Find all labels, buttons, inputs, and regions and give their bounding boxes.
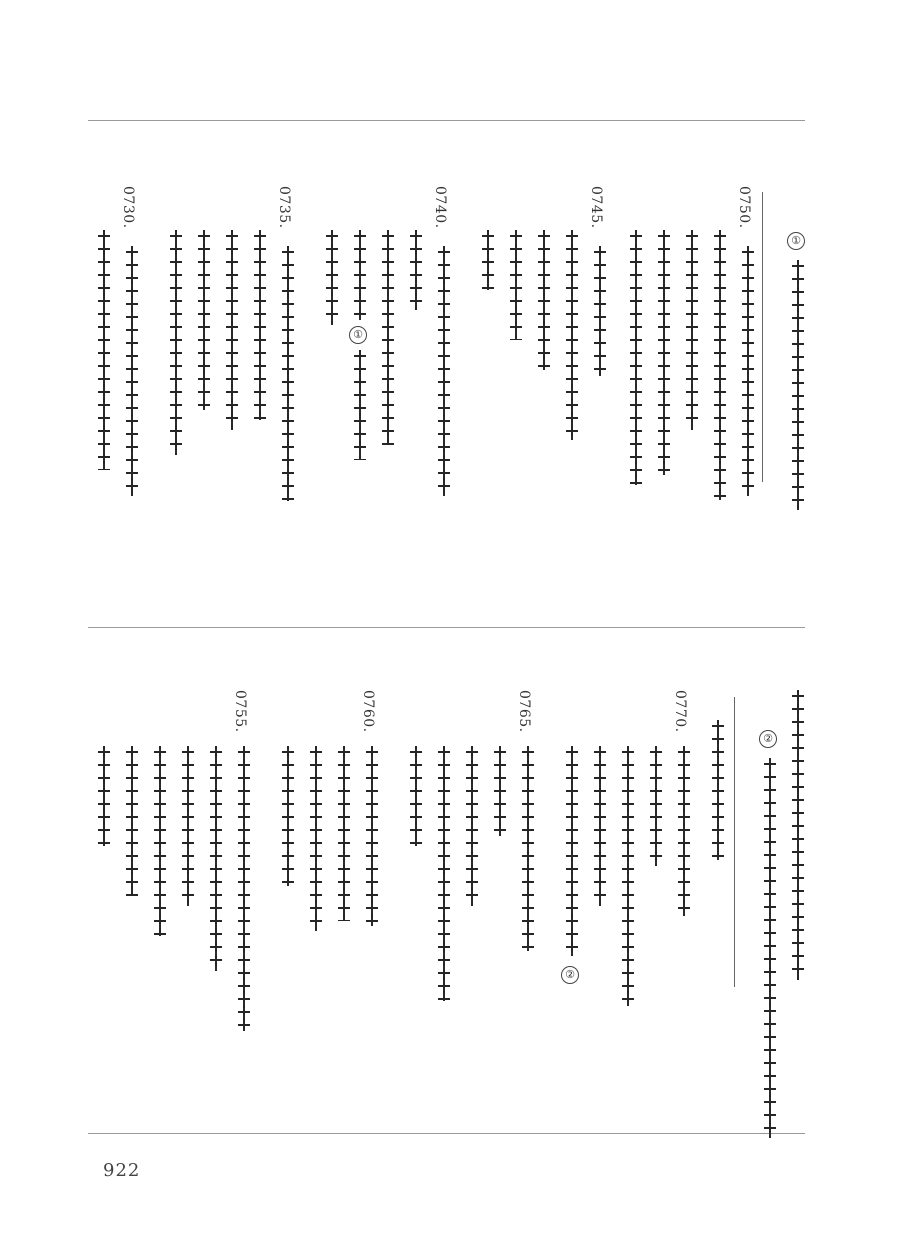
- mongolian-script-line: [198, 230, 210, 410]
- mongolian-script-line: [594, 746, 606, 906]
- middle-rule: [88, 627, 805, 628]
- mongolian-script-line: [658, 230, 670, 475]
- mongolian-script-line: [494, 746, 506, 836]
- footnote-marker: ①: [787, 232, 805, 250]
- mongolian-script-line: [210, 746, 222, 971]
- mongolian-script-line: [310, 746, 322, 931]
- mongolian-script-line: [630, 230, 642, 485]
- mongolian-script-line: [714, 230, 726, 500]
- line-number: 0765.: [516, 690, 532, 733]
- mongolian-script-line: [764, 758, 776, 1138]
- mongolian-script-line: [410, 746, 422, 846]
- line-number: 0740.: [432, 186, 448, 229]
- mongolian-script-line: [238, 746, 250, 1031]
- mongolian-script-line: [126, 246, 138, 496]
- bottom-rule: [88, 1133, 805, 1134]
- mongolian-script-line: [382, 230, 394, 445]
- mongolian-script-line: [254, 230, 266, 420]
- mongolian-script-line: [678, 746, 690, 916]
- mongolian-script-line: [170, 230, 182, 455]
- mongolian-script-line: [466, 746, 478, 906]
- mongolian-script-line: [354, 230, 366, 320]
- mongolian-script-line: [182, 746, 194, 906]
- mongolian-script-line: [594, 246, 606, 376]
- page-number: 922: [103, 1160, 141, 1181]
- mongolian-script-line: [510, 230, 522, 340]
- mongolian-script-line: [538, 230, 550, 370]
- mongolian-script-line: [686, 230, 698, 430]
- mongolian-script-line: [792, 260, 804, 510]
- mongolian-script-line: [650, 746, 662, 866]
- footnote-divider: [734, 697, 735, 987]
- mongolian-script-line: [154, 746, 166, 936]
- mongolian-script-line: [438, 246, 450, 496]
- mongolian-script-line: [622, 746, 634, 1006]
- line-number: 0750.: [736, 186, 752, 229]
- mongolian-script-line: [566, 230, 578, 440]
- mongolian-script-line: [438, 746, 450, 1001]
- mongolian-script-line: [98, 746, 110, 846]
- top-rule: [88, 120, 805, 121]
- mongolian-script-line: [742, 246, 754, 496]
- mongolian-script-line: [338, 746, 350, 921]
- mongolian-script-line: [792, 690, 804, 980]
- mongolian-script-line: [482, 230, 494, 290]
- mongolian-script-line: [354, 350, 366, 460]
- mongolian-script-line: [326, 230, 338, 325]
- footnote-reference-marker: ①: [349, 326, 367, 344]
- mongolian-script-line: [566, 746, 578, 956]
- line-number: 0755.: [232, 690, 248, 733]
- mongolian-script-line: [366, 746, 378, 926]
- mongolian-script-line: [226, 230, 238, 430]
- mongolian-script-line: [282, 746, 294, 886]
- footnote-reference-marker: ②: [561, 966, 579, 984]
- mongolian-script-line: [410, 230, 422, 310]
- mongolian-script-line: [712, 720, 724, 860]
- mongolian-script-line: [126, 746, 138, 896]
- line-number: 0770.: [672, 690, 688, 733]
- line-number: 0735.: [276, 186, 292, 229]
- footnote-marker: ②: [759, 730, 777, 748]
- line-number: 0745.: [588, 186, 604, 229]
- line-number: 0730.: [120, 186, 136, 229]
- line-number: 0760.: [360, 690, 376, 733]
- footnote-divider: [762, 192, 763, 482]
- mongolian-script-line: [98, 230, 110, 470]
- mongolian-script-line: [522, 746, 534, 951]
- mongolian-script-line: [282, 246, 294, 501]
